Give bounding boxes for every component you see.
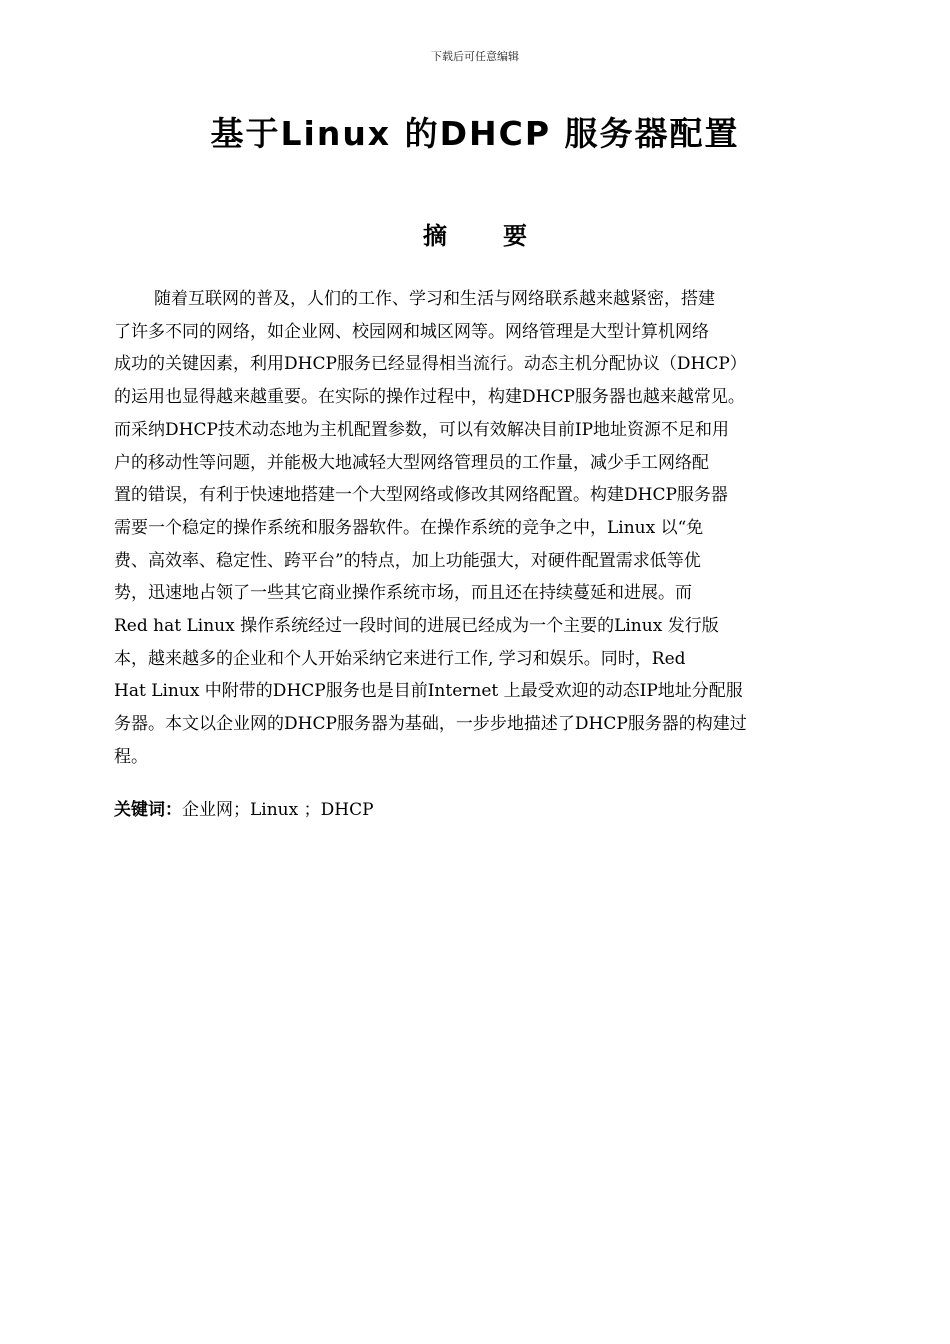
- abstract-line: 本，越来越多的企业和个人开始采纳它来进行工作, 学习和娱乐。同时，Red: [114, 648, 686, 669]
- keywords-line: [114, 794, 374, 826]
- abstract-line: 了许多不同的网络，如企业网、校园网和城区网等。网络管理是大型计算机网络: [114, 321, 709, 342]
- keywords-label: 关键词：: [114, 800, 182, 820]
- abstract-line: 户的移动性等问题，并能极大地减轻大型网络管理员的工作量，减少手工网络配: [114, 452, 709, 473]
- abstract-line: 势，迅速地占领了一些其它商业操作系统市场，而且还在持续蔓延和进展。而: [114, 583, 692, 604]
- abstract-line: 而采纳DHCP技术动态地为主机配置参数，可以有效解决目前IP地址资源不足和用: [114, 419, 730, 440]
- abstract-line: 务器。本文以企业网的DHCP服务器为基础，一步步地描述了DHCP服务器的构建过: [114, 714, 747, 735]
- abstract-line: 需要一个稳定的操作系统和服务器软件。在操作系统的竞争之中，Linux 以“免: [114, 517, 704, 538]
- abstract-heading: 摘要: [423, 222, 583, 250]
- abstract-line: 的运用也显得越来越重要。在实际的操作过程中，构建DHCP服务器也越来越常见。: [114, 387, 745, 408]
- abstract-line: 置的错误，有利于快速地搭建一个大型网络或修改其网络配置。构建DHCP服务器: [114, 485, 728, 506]
- keywords-value: 企业网；Linux ；DHCP: [182, 800, 374, 820]
- abstract-line: Hat Linux 中附带的DHCP服务也是目前Internet 上最受欢迎的动态IP地址分配服: [114, 681, 743, 702]
- header-note: 下载后可任意编辑: [431, 50, 519, 63]
- abstract-line: 随着互联网的普及，人们的工作、学习和生活与网络联系越来越紧密，搭建: [154, 289, 715, 309]
- abstract-line: Red hat Linux 操作系统经过一段时间的进展已经成为一个主要的Linux 发行版: [114, 616, 719, 637]
- abstract-line: 费、高效率、稳定性、跨平台”的特点，加上功能强大，对硬件配置需求低等优: [114, 550, 701, 571]
- abstract-body: [114, 283, 836, 774]
- abstract-line: 程。: [114, 746, 148, 767]
- abstract-line: 成功的关键因素，利用DHCP服务已经显得相当流行。动态主机分配协议（DHCP）: [114, 354, 747, 375]
- document-title: 基于Linux 的DHCP 服务器配置: [210, 114, 740, 153]
